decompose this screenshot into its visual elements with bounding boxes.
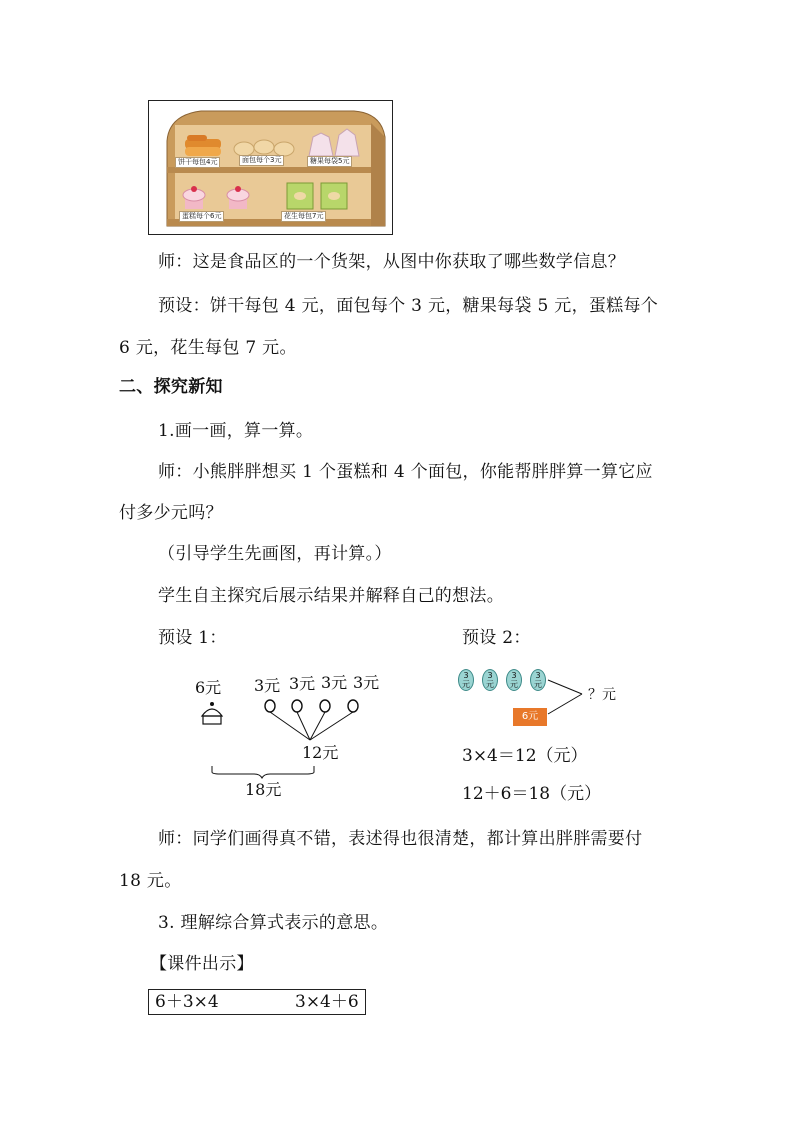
preset1-bread-price-3: 3元 [321,673,348,692]
shelf-label-peanut: 花生每包7元 [281,211,326,222]
preset1-cake-price: 6元 [195,678,222,697]
preset2-eq1: 3×4＝12（元） [462,746,588,766]
preset1-title: 预设 1： [158,628,227,648]
para-teacher-question: 师：这是食品区的一个货架，从图中你获取了哪些数学信息？ [158,252,626,272]
preset2-unknown: ？元 [588,687,616,703]
coin-1: 3 元 [458,669,474,691]
shelf-label-bread: 面包每个3元 [239,155,284,166]
preset2-title: 预设 2： [462,628,531,648]
section-title: 二、探究新知 [119,377,223,397]
shelf-label-cake: 蛋糕每个6元 [179,211,224,222]
formula-box [148,989,366,1015]
shelf-label-biscuits: 饼干每包4元 [175,157,220,168]
para-task-line1: 师：小熊胖胖想买 1 个蛋糕和 4 个面包，你能帮胖胖算一算它应 [158,462,653,482]
preset2-lines [546,676,586,722]
shelf-illustration [148,100,393,235]
para-praise-line1: 师：同学们画得真不错，表述得也很清楚，都计算出胖胖需要付 [158,829,643,849]
formula-1: 6＋3×4 [155,992,219,1012]
item-1: 1.画一画，算一算。 [158,421,314,441]
para-preset-line2: 6 元，花生每包 7 元。 [119,338,297,358]
preset1-total: 18元 [245,780,282,799]
coin-2: 3 元 [482,669,498,691]
para-preset-line1: 预设：饼干每包 4 元，面包每个 3 元，糖果每袋 5 元，蛋糕每个 [158,296,659,316]
para-task-line2: 付多少元吗？ [119,503,223,523]
coin-4: 3 元 [530,669,546,691]
preset2-cake-box: 6元 [513,708,547,726]
para-explore: 学生自主探究后展示结果并解释自己的想法。 [158,586,504,606]
formula-2: 3×4＋6 [295,992,359,1012]
para-guide: （引导学生先画图，再计算。） [158,544,392,564]
coin-3: 3 元 [506,669,522,691]
shelf-label-candy: 糖果每袋5元 [307,156,352,167]
cake-icon [202,702,222,724]
para-praise-line2: 18 元。 [119,871,182,891]
item-3: 3. 理解综合算式表示的意思。 [158,913,389,933]
preset1-bread-price-1: 3元 [254,676,281,695]
preset1-subtotal: 12元 [302,743,339,762]
courseware-label: 【课件出示】 [150,954,254,974]
preset2-eq2: 12＋6＝18（元） [462,784,602,804]
preset1-diagram [190,696,380,780]
preset1-bread-price-4: 3元 [353,673,380,692]
preset1-bread-price-2: 3元 [289,674,316,693]
